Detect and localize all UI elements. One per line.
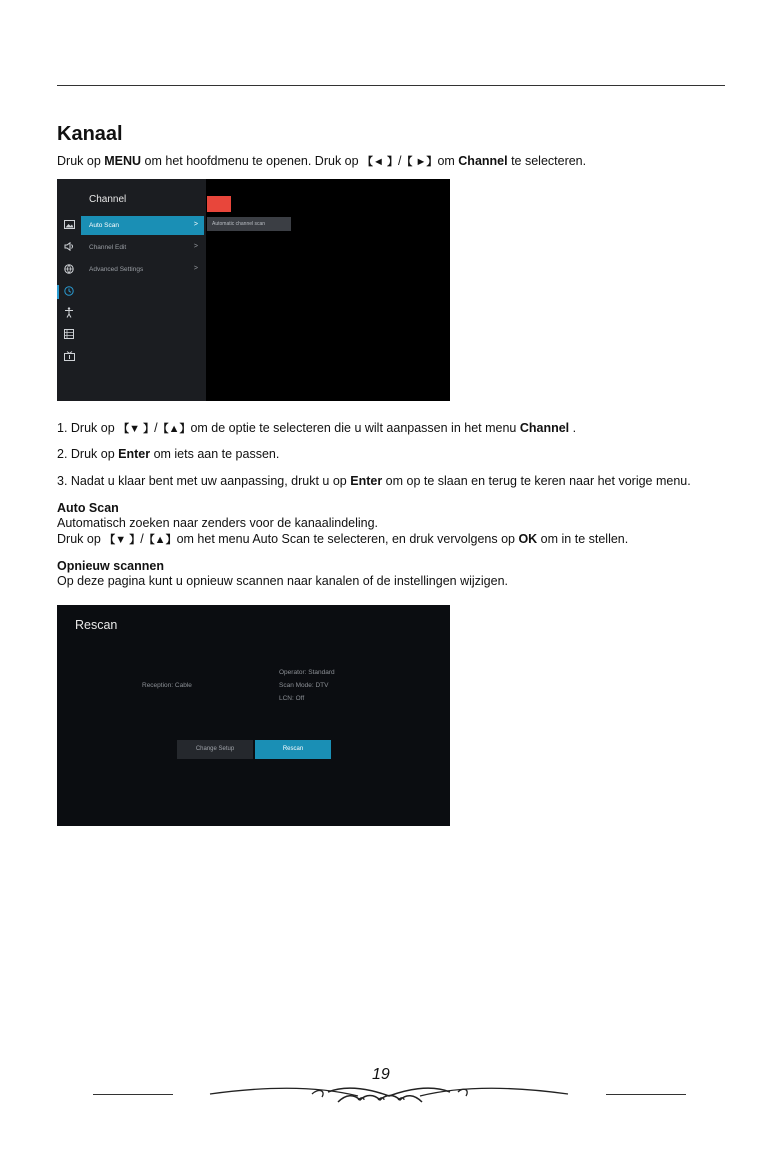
- chevron-right-icon: >: [193, 243, 198, 250]
- operator-info: Operator: Standard: [279, 669, 335, 676]
- red-indicator: [207, 196, 231, 212]
- auto-scan-description: Automatisch zoeken naar zenders voor de kanaalindeling.: [57, 516, 379, 530]
- reception-label: Reception: Cable: [142, 682, 192, 689]
- picture-icon[interactable]: [63, 220, 75, 232]
- network-icon[interactable]: [63, 264, 75, 276]
- channel-icon[interactable]: [63, 286, 75, 298]
- rescan-button[interactable]: Rescan: [255, 740, 331, 759]
- auto-scan-tooltip: Automatic channel scan: [207, 217, 291, 231]
- page-number: 19: [372, 1066, 390, 1083]
- intro-paragraph: [57, 153, 586, 169]
- system-icon[interactable]: [63, 329, 75, 341]
- ok-key-label: OK: [518, 532, 538, 546]
- header-rule: [57, 85, 725, 86]
- step-3: [57, 474, 691, 488]
- menu-title: Channel: [89, 194, 127, 205]
- step-1: [57, 420, 576, 436]
- footer-rule-right: [606, 1094, 686, 1095]
- scan-mode-info: Scan Mode: DTV: [279, 682, 329, 689]
- chevron-right-icon: >: [193, 221, 198, 228]
- rescan-title: Rescan: [75, 618, 118, 632]
- chevron-right-icon: >: [193, 265, 198, 272]
- rescan-description: Op deze pagina kunt u opnieuw scannen naar kanalen of de instellingen wijzigen.: [57, 574, 509, 588]
- step-text: 3. Nadat u klaar bent met uw aanpassing, drukt u op: [57, 474, 351, 488]
- menu-item-label: Channel Edit: [89, 244, 127, 251]
- accessibility-icon[interactable]: [63, 307, 75, 319]
- intro-text-1: Druk op: [57, 154, 105, 168]
- active-marker: [57, 285, 59, 299]
- menu-panel: [81, 179, 206, 401]
- lcn-info: LCN: Off: [279, 695, 305, 702]
- step-text: .: [569, 421, 577, 435]
- intro-text-3: om: [437, 154, 459, 168]
- auto-scan-instruction: [57, 531, 628, 547]
- auto-scan-heading: Auto Scan: [57, 501, 119, 515]
- instruction-text: Druk op: [57, 532, 105, 546]
- right-key-glyph: 【 ►】: [401, 156, 438, 168]
- step-2: [57, 447, 279, 461]
- slash-separator: /: [140, 532, 144, 546]
- channel-menu-screenshot: [57, 179, 450, 401]
- down-key-glyph: 【▼ 】: [104, 534, 141, 546]
- left-key-glyph: 【◄ 】: [362, 156, 398, 168]
- up-key-glyph: 【▲】: [143, 534, 177, 546]
- menu-key-label: MENU: [104, 154, 142, 168]
- enter-key-label: Enter: [350, 474, 383, 488]
- footer-rule-left: [93, 1094, 173, 1095]
- up-key-glyph: 【▲】: [157, 423, 191, 435]
- step-text: 2. Druk op: [57, 447, 119, 461]
- support-icon[interactable]: [63, 351, 75, 363]
- channel-label: Channel: [458, 154, 508, 168]
- menu-item-label: Auto Scan: [89, 222, 119, 229]
- footer-ornament: [208, 1080, 570, 1110]
- intro-text-2: om het hoofdmenu te openen. Druk op: [141, 154, 363, 168]
- step-text: om de optie te selecteren die u wilt aanpassen in het menu: [190, 421, 520, 435]
- enter-key-label: Enter: [118, 447, 151, 461]
- instruction-text: om in te stellen.: [537, 532, 629, 546]
- intro-text-4: te selecteren.: [507, 154, 587, 168]
- rescan-heading: Opnieuw scannen: [57, 559, 164, 573]
- sound-icon[interactable]: [63, 242, 75, 254]
- step-text: om iets aan te passen.: [150, 447, 280, 461]
- instruction-text: om het menu Auto Scan te selecteren, en druk vervolgens op: [176, 532, 519, 546]
- slash-separator: /: [398, 154, 402, 168]
- rescan-screenshot: [57, 605, 450, 826]
- slash-separator: /: [154, 421, 158, 435]
- channel-label: Channel: [519, 421, 570, 435]
- down-key-glyph: 【▼ 】: [118, 423, 155, 435]
- step-text: om op te slaan en terug te keren naar het vorige menu.: [382, 474, 691, 488]
- menu-item-auto-scan[interactable]: [81, 216, 204, 235]
- menu-item-advanced-settings[interactable]: [81, 260, 204, 279]
- menu-item-label: Advanced Settings: [89, 266, 144, 273]
- menu-item-channel-edit[interactable]: [81, 238, 204, 257]
- step-text: 1. Druk op: [57, 421, 119, 435]
- change-setup-button[interactable]: Change Setup: [177, 740, 253, 759]
- page-title: Kanaal: [57, 123, 123, 145]
